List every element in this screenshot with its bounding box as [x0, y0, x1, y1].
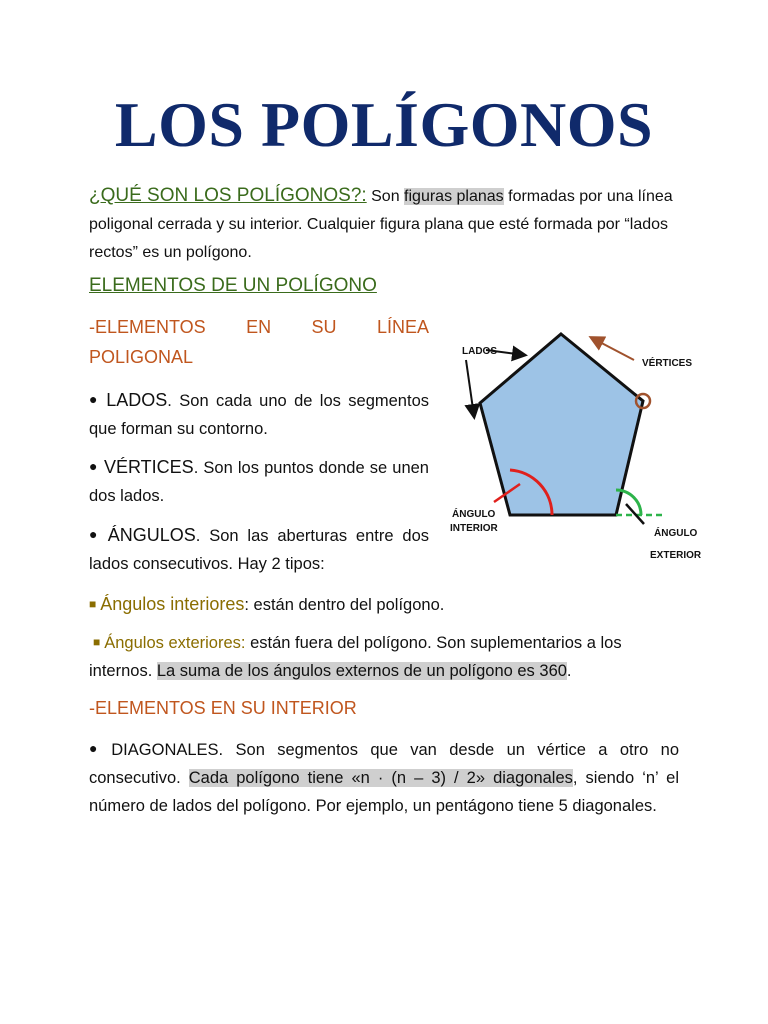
intro-heading: ¿QUÉ SON LOS POLÍGONOS?:: [89, 185, 367, 206]
lados-item: [89, 385, 429, 443]
intro-highlight: figuras planas: [404, 188, 504, 205]
angulos-text: . Son las aberturas entre dos lados consecutivos. Hay 2 tipos:: [89, 527, 429, 573]
intro-text-2: formadas por una línea poligonal cerrada y su interior. Cualquier figura plana que esté formada por “lados rectos” es un polígono.: [89, 188, 673, 261]
page-title: LOS POLÍGONOS: [114, 89, 654, 160]
bullet-icon: ●: [89, 391, 101, 407]
exteriores-highlight: La suma de los ángulos externos de un polígono es 360: [156, 662, 567, 680]
label-interior-1: ÁNGULO: [452, 509, 496, 520]
angulos-term: ÁNGULOS: [107, 525, 196, 545]
label-interior-2: INTERIOR: [450, 523, 498, 534]
label-vertices: VÉRTICES: [642, 358, 693, 369]
diagonales-text-2: , siendo ‘n’ el número de lados del polígono. Por ejemplo, un pentágono tiene 5 diagonales.: [89, 769, 679, 815]
pentagon-diagram: [444, 312, 706, 568]
linea-heading: -ELEMENTOS EN SU LÍNEA POLIGONAL: [89, 317, 429, 367]
square-bullet-icon: ■: [93, 635, 101, 649]
vertices-item: [89, 452, 429, 510]
pentagon-shape: [480, 334, 643, 515]
bullet-icon: ●: [89, 458, 98, 474]
intro-paragraph: [89, 182, 679, 267]
bullet-icon: ●: [89, 740, 106, 756]
interiores-item: [89, 590, 689, 619]
vertices-text: . Son los puntos donde se unen dos lados.: [89, 459, 429, 505]
diagonales-item: [89, 734, 679, 820]
label-exterior-1: ÁNGULO: [654, 528, 698, 539]
interior-heading: -ELEMENTOS EN SU INTERIOR: [89, 698, 357, 718]
diagonales-highlight: Cada polígono tiene «n · (n – 3) / 2» diagonales: [188, 769, 573, 787]
interiores-term: Ángulos interiores: [100, 594, 245, 614]
label-lados: LADOS: [462, 346, 497, 357]
lados-term: LADOS: [106, 390, 168, 410]
interiores-text: : están dentro del polígono.: [244, 596, 445, 614]
exteriores-item: [89, 628, 689, 685]
exteriores-text-1: están fuera del polígono. Son suplementarios a los internos.: [89, 634, 622, 680]
elements-heading: ELEMENTOS DE UN POLÍGONO: [89, 275, 377, 296]
angulos-item: [89, 520, 429, 578]
diagonales-text-1: DIAGONALES. Son segmentos que van desde un vértice a otro no consecutivo.: [89, 741, 679, 787]
label-exterior-2: EXTERIOR: [650, 550, 702, 561]
lados-arrow-icon: [466, 360, 474, 416]
square-bullet-icon: ■: [89, 597, 97, 611]
exteriores-term: Ángulos exteriores:: [104, 634, 246, 652]
vertices-term: VÉRTICES: [104, 457, 194, 477]
lados-text: . Son cada uno de los segmentos que forman su contorno.: [89, 392, 429, 438]
intro-text-1: Son: [366, 188, 405, 205]
bullet-icon: ●: [89, 526, 102, 542]
vertices-arrow-icon: [592, 338, 634, 360]
exteriores-text-2: .: [566, 662, 572, 680]
